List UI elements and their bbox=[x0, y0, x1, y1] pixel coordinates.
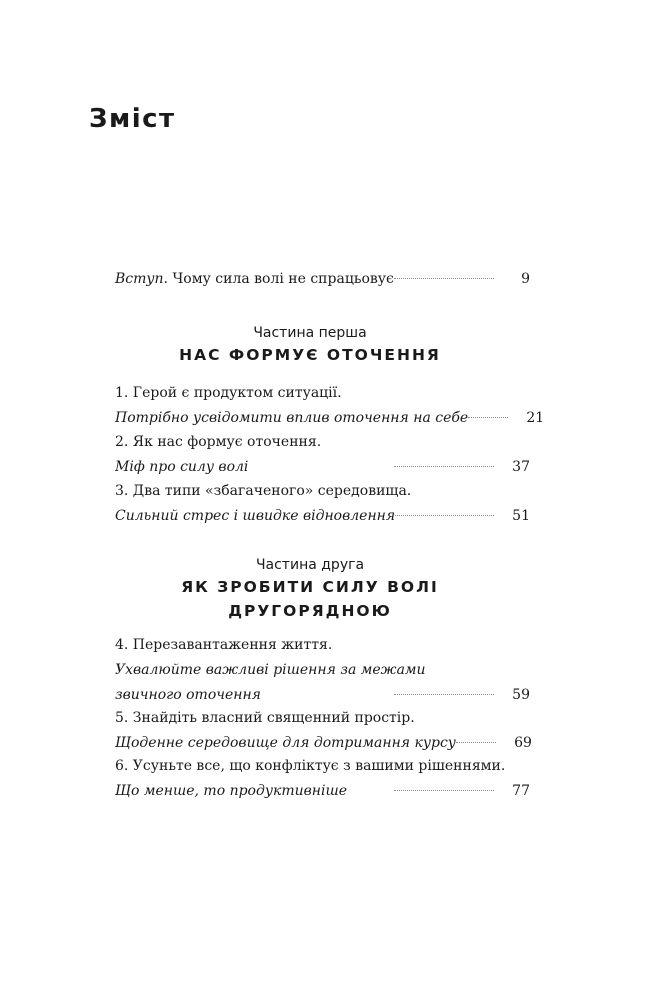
dot-leader bbox=[468, 417, 508, 418]
dot-leader bbox=[456, 742, 496, 743]
page-number: 51 bbox=[512, 508, 530, 524]
dot-leader bbox=[394, 694, 494, 695]
chapter-subtitle: Міф про силу волі bbox=[115, 459, 249, 475]
dot-leader bbox=[394, 278, 494, 279]
part-title: НАС ФОРМУЄ ОТОЧЕННЯ bbox=[179, 346, 441, 364]
page-number: 21 bbox=[526, 410, 545, 426]
toc-entry-chapter-3[interactable] bbox=[115, 479, 530, 529]
intro-label: Вступ bbox=[115, 271, 164, 287]
page-title: Зміст bbox=[89, 104, 176, 134]
chapter-subtitle: Щоденне середовище для дотримання курсу bbox=[115, 735, 456, 751]
part-heading bbox=[0, 555, 620, 623]
chapter-subtitle: звичного оточення bbox=[115, 687, 261, 703]
toc-entry-chapter-1[interactable] bbox=[115, 381, 545, 431]
chapter-subtitle: Потрібно усвідомити вплив оточення на себе bbox=[115, 410, 469, 426]
part-title-line: ЯК ЗРОБИТИ СИЛУ ВОЛІ bbox=[181, 578, 439, 596]
chapter-title: 1. Герой є продуктом ситуації. bbox=[115, 385, 342, 401]
page-number: 69 bbox=[514, 735, 532, 751]
intro-text bbox=[115, 267, 394, 292]
part-label: Частина друга bbox=[255, 557, 365, 573]
toc-entry-chapter-2[interactable] bbox=[115, 430, 530, 480]
toc-entry-chapter-5[interactable] bbox=[115, 706, 530, 756]
toc-entry-intro[interactable] bbox=[115, 267, 530, 292]
chapter-subtitle: Що менше, то продуктивніше bbox=[115, 783, 348, 799]
chapter-title: 3. Два типи «збагаченого» середовища. bbox=[115, 483, 412, 499]
intro-title: . Чому сила волі не спрацьовує bbox=[163, 271, 394, 287]
page-number: 59 bbox=[512, 687, 530, 703]
part-title-line: ДРУГОРЯДНОЮ bbox=[228, 602, 392, 620]
page-number: 77 bbox=[512, 783, 530, 799]
dot-leader bbox=[394, 466, 494, 467]
dot-leader bbox=[394, 790, 494, 791]
toc-entry-chapter-6[interactable] bbox=[115, 754, 530, 804]
page-number: 37 bbox=[512, 459, 530, 475]
dot-leader bbox=[395, 515, 494, 516]
toc-entry-chapter-4[interactable] bbox=[115, 633, 530, 708]
chapter-title: 2. Як нас формує оточення. bbox=[115, 434, 322, 450]
chapter-subtitle: Ухвалюйте важливі рішення за межами bbox=[115, 662, 426, 678]
part-heading bbox=[0, 323, 620, 367]
chapter-subtitle: Сильний стрес і швидке відновлення bbox=[115, 508, 396, 524]
chapter-title: 5. Знайдіть власний священний простір. bbox=[115, 710, 415, 726]
part-label: Частина перша bbox=[253, 325, 367, 341]
chapter-title: 6. Усуньте все, що конфліктує з вашими рішеннями. bbox=[115, 758, 506, 774]
page-number: 9 bbox=[521, 271, 530, 287]
chapter-title: 4. Перезавантаження життя. bbox=[115, 637, 333, 653]
